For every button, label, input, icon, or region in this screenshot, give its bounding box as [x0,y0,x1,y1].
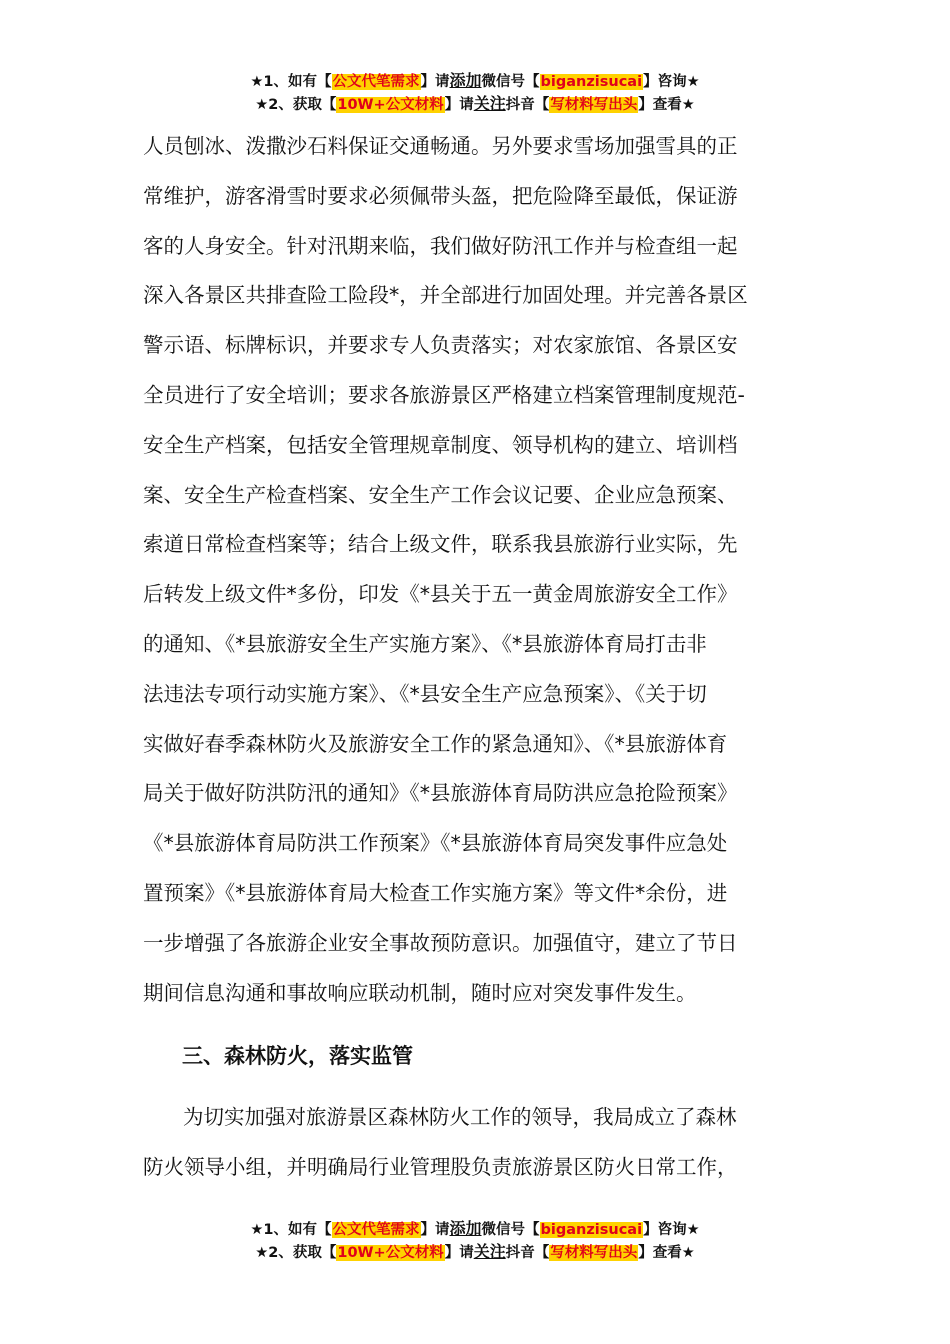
body-line: 安全生产档案，包括安全管理规章制度、领导机构的建立、培训档 [143,432,738,457]
banner-line-2 [0,1241,950,1264]
body-line: 防火领导小组，并明确局行业管理股负责旅游景区防火日常工作， [143,1155,738,1179]
banner-text: 】咨询★ [643,1222,700,1238]
banner-text: 微信号【 [481,74,540,90]
banner-text: 】请 [420,74,450,90]
banner-line-1 [0,1218,950,1241]
header-banner [0,70,950,116]
body-line: 一步增强了各旅游企业安全事故预防意识。加强值守，建立了节日 [143,930,738,955]
body-line: 警示语、标牌标识，并要求专人负责落实；对农家旅馆、各景区安 [143,333,738,358]
banner-highlight: biganzisucai [540,74,643,90]
banner-underlined: 添加 [449,71,482,90]
body-line: 客的人身安全。针对汛期来临，我们做好防汛工作并与检查组一起 [143,233,738,258]
banner-text: ★2、获取【 [255,97,337,113]
banner-text: ★2、获取【 [255,1245,337,1261]
footer-banner [0,1218,950,1264]
body-line: 案、安全生产检查档案、安全生产工作会议记要、企业应急预案、 [143,482,738,507]
banner-highlight: 写材料写出头 [550,1245,638,1261]
body-line: 索道日常检查档案等；结合上级文件，联系我县旅游行业实际，先 [143,532,738,557]
banner-text: 】咨询★ [643,74,700,90]
body-line: 法违法专项行动实施方案》、《*县安全生产应急预案》、《关于切 [143,681,707,706]
banner-text: 】请 [444,1245,474,1261]
body-line: 后转发上级文件*多份，印发《*县关于五一黄金周旅游安全工作》 [143,582,738,607]
banner-highlight: 10W+公文材料 [337,1245,444,1261]
banner-text: 】查看★ [638,97,695,113]
body-line: 期间信息沟通和事故响应联动机制，随时应对突发事件发生。 [143,980,697,1005]
section-heading: 三、森林防火，落实监管 [182,1044,413,1068]
body-line: 实做好春季森林防火及旅游安全工作的紧急通知》、《*县旅游体育 [143,731,728,756]
banner-highlight: 公文代笔需求 [332,74,420,90]
banner-underlined: 关注 [473,94,506,113]
banner-text: 】请 [420,1222,450,1238]
banner-highlight: 10W+公文材料 [337,97,444,113]
banner-highlight: 写材料写出头 [550,97,638,113]
body-line: 为切实加强对旅游景区森林防火工作的领导，我局成立了森林 [183,1105,737,1129]
banner-line-1 [0,70,950,93]
banner-text: ★1、如有【 [250,1222,332,1238]
body-line: 的通知、《*县旅游安全生产实施方案》、《*县旅游体育局打击非 [143,631,707,656]
banner-underlined: 添加 [449,1219,482,1238]
banner-text: 抖音【 [505,1245,550,1261]
body-paragraph [143,122,808,1018]
banner-highlight: biganzisucai [540,1222,643,1238]
body-line: 置预案》《*县旅游体育局大检查工作实施方案》等文件*余份，进 [143,880,728,905]
banner-text: ★1、如有【 [250,74,332,90]
banner-highlight: 公文代笔需求 [332,1222,420,1238]
body-line: 全员进行了安全培训；要求各旅游景区严格建立档案管理制度规范- [143,382,745,407]
banner-text: 抖音【 [505,97,550,113]
body-line: 《*县旅游体育局防洪工作预案》《*县旅游体育局突发事件应急处 [143,831,728,856]
banner-line-2 [0,93,950,116]
body-line: 深入各景区共排查险工险段*，并全部进行加固处理。并完善各景区 [143,283,748,308]
banner-text: 微信号【 [481,1222,540,1238]
banner-text: 】请 [444,97,474,113]
banner-text: 】查看★ [638,1245,695,1261]
body-line: 人员刨冰、泼撒沙石料保证交通畅通。另外要求雪场加强雪具的正 [143,134,738,158]
body-line: 局关于做好防洪防汛的通知》《*县旅游体育局防洪应急抢险预案》 [143,781,738,806]
banner-underlined: 关注 [473,1242,506,1261]
body-line: 常维护，游客滑雪时要求必须佩带头盔，把危险降至最低，保证游 [143,183,738,208]
section-paragraph [143,1092,808,1192]
